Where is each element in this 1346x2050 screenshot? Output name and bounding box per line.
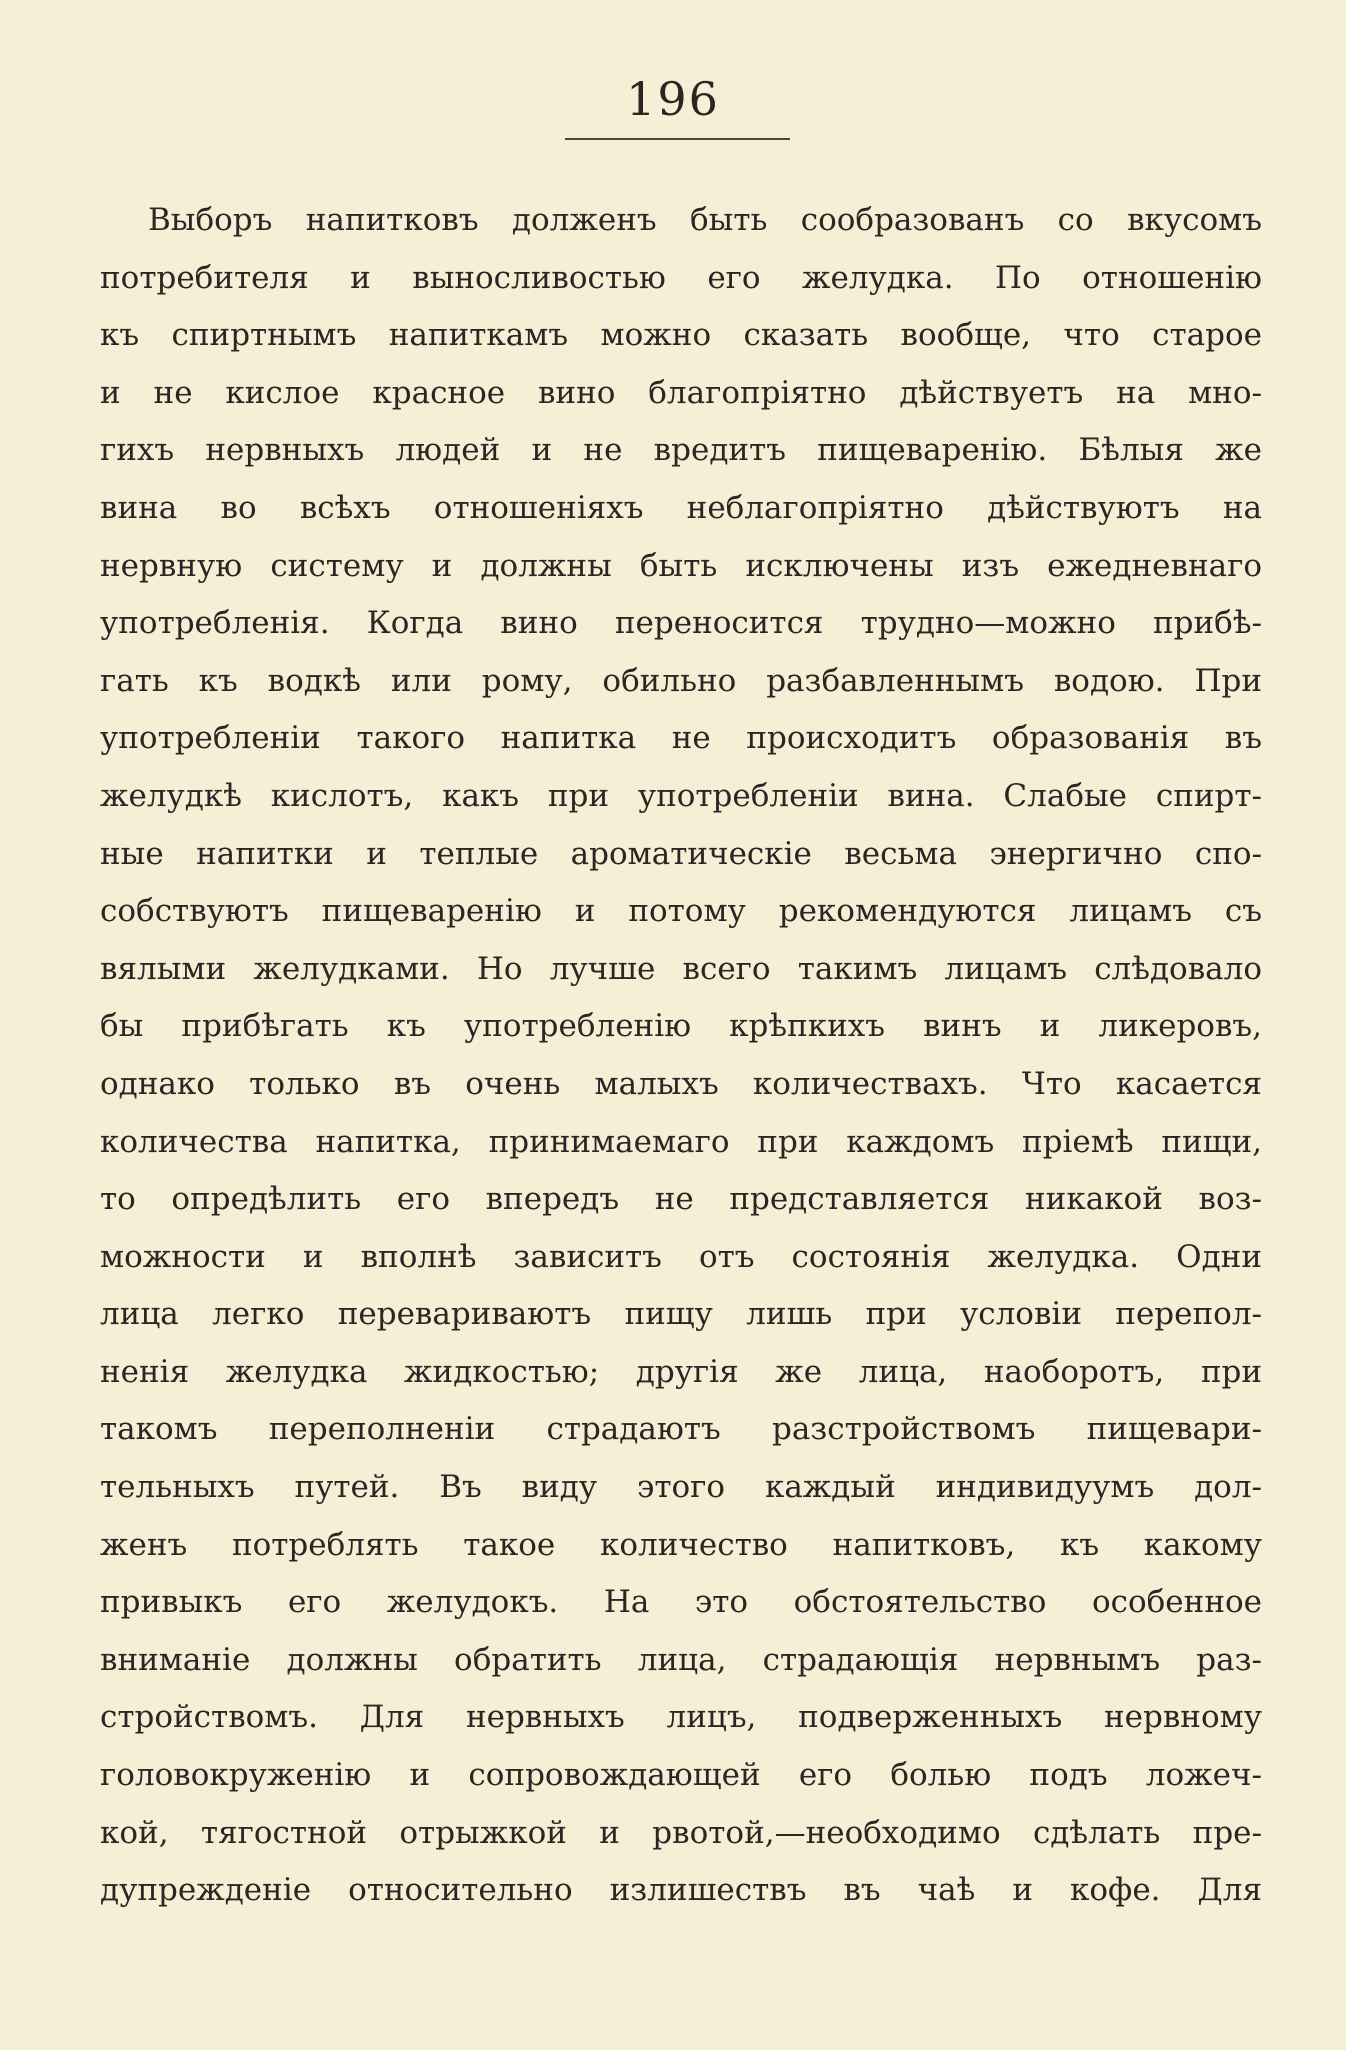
text-line: къ спиртнымъ напиткамъ можно сказать вообще, что старое: [100, 317, 1262, 354]
page-number: 196: [626, 72, 720, 126]
text-line: гихъ нервныхъ людей и не вредитъ пищеваренію. Бѣлыя же: [100, 432, 1262, 469]
body-text: [100, 192, 1262, 1920]
text-line: вялыми желудками. Но лучше всего такимъ лицамъ слѣдовало: [100, 950, 1262, 987]
text-line: однако только въ очень малыхъ количествахъ. Что касается: [100, 1065, 1262, 1102]
text-line: дупрежденіе относительно излишествъ въ чаѣ и кофе. Для: [100, 1872, 1262, 1909]
header-rule: [565, 138, 790, 140]
text-line: нервную систему и должны быть исключены изъ ежедневнаго: [100, 547, 1262, 584]
text-line: женъ потреблять такое количество напитковъ, къ какому: [100, 1526, 1262, 1563]
text-line: лица легко перевариваютъ пищу лишь при условіи перепол-: [100, 1296, 1262, 1333]
text-line: вниманіе должны обратить лица, страдающія нервнымъ раз-: [100, 1641, 1262, 1678]
text-line: вина во всѣхъ отношеніяхъ неблагопріятно дѣйствуютъ на: [100, 489, 1262, 526]
text-line: такомъ переполненіи страдаютъ разстройствомъ пищевари-: [100, 1411, 1262, 1448]
text-line: кой, тягостной отрыжкой и рвотой,—необходимо сдѣлать пре-: [100, 1814, 1262, 1851]
text-line: бы прибѣгать къ употребленію крѣпкихъ винъ и ликеровъ,: [100, 1008, 1262, 1045]
text-line: ные напитки и теплые ароматическіе весьма энергично спо-: [100, 835, 1262, 872]
text-line: тельныхъ путей. Въ виду этого каждый индивидуумъ дол-: [100, 1469, 1262, 1506]
text-line: собствуютъ пищеваренію и потому рекомендуются лицамъ съ: [100, 893, 1262, 930]
text-line: употребленія. Когда вино переносится трудно—можно прибѣ-: [100, 605, 1262, 642]
text-line: можности и вполнѣ зависитъ отъ состоянія желудка. Одни: [100, 1238, 1262, 1275]
text-line: и не кислое красное вино благопріятно дѣйствуетъ на мно-: [100, 374, 1262, 411]
text-line: то опредѣлить его впередъ не представляется никакой воз-: [100, 1181, 1262, 1218]
text-line: ненія желудка жидкостью; другія же лица, наоборотъ, при: [100, 1353, 1262, 1390]
text-line: потребителя и выносливостью его желудка. По отношенію: [100, 259, 1262, 296]
text-line: головокруженію и сопровождающей его болью подъ ложеч-: [100, 1757, 1262, 1794]
text-line: употребленіи такого напитка не происходитъ образованія въ: [100, 720, 1262, 757]
text-line: привыкъ его желудокъ. На это обстоятельство особенное: [100, 1584, 1262, 1621]
text-line: Выборъ напитковъ долженъ быть сообразованъ со вкусомъ: [148, 202, 1262, 238]
text-line: количества напитка, принимаемаго при каждомъ пріемѣ пищи,: [100, 1123, 1262, 1160]
text-line: гать къ водкѣ или рому, обильно разбавленнымъ водою. При: [100, 662, 1262, 699]
text-line: стройствомъ. Для нервныхъ лицъ, подверженныхъ нервному: [100, 1699, 1262, 1736]
text-line: желудкѣ кислотъ, какъ при употребленіи вина. Слабые спирт-: [100, 777, 1262, 814]
